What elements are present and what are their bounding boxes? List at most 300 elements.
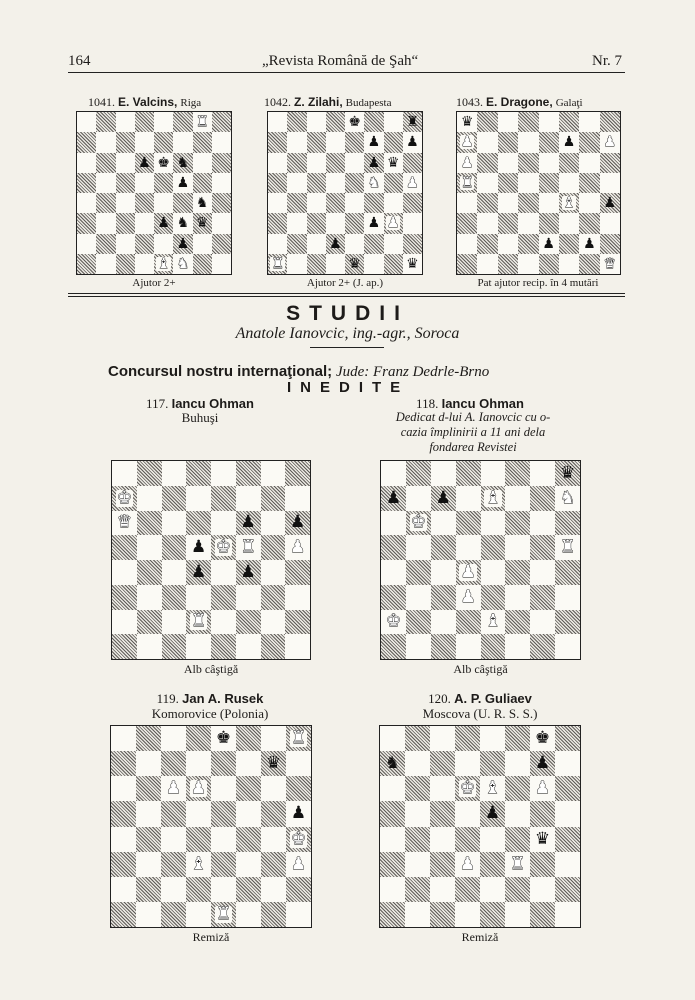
light-square	[539, 193, 559, 213]
chess-board-1041	[76, 111, 232, 275]
dark-square	[455, 776, 480, 801]
light-square	[236, 486, 261, 511]
dark-square	[579, 173, 599, 193]
light-square	[431, 610, 456, 635]
black-pawn-icon: ♟	[367, 134, 381, 151]
dark-square	[345, 254, 364, 274]
dark-square	[406, 610, 431, 635]
light-square	[136, 902, 161, 927]
dark-square	[286, 776, 311, 801]
dark-square	[137, 511, 162, 536]
white-king-icon: ♚	[116, 487, 132, 508]
dark-square	[600, 193, 620, 213]
dark-square	[480, 902, 505, 927]
light-square	[77, 153, 96, 173]
light-square	[135, 132, 154, 152]
light-square	[211, 726, 236, 751]
light-square	[505, 486, 530, 511]
dark-square	[116, 254, 135, 274]
problem-1041-caption	[88, 95, 201, 110]
study-118-result: Alb câştigă	[453, 662, 508, 676]
dark-square	[136, 877, 161, 902]
dark-square	[555, 461, 580, 486]
white-pawn-icon: ♟	[534, 778, 551, 799]
dark-square	[212, 193, 231, 213]
light-square	[161, 827, 186, 852]
dark-square	[186, 511, 211, 536]
light-square	[380, 827, 405, 852]
dark-square	[161, 801, 186, 826]
dark-square	[162, 535, 187, 560]
problem-1043-caption	[456, 95, 583, 110]
dark-square	[555, 776, 580, 801]
light-square	[326, 173, 345, 193]
dark-square	[111, 801, 136, 826]
dark-square	[555, 877, 580, 902]
light-square	[77, 193, 96, 213]
black-king-icon: ♚	[215, 728, 232, 749]
dark-square	[555, 610, 580, 635]
dark-square	[236, 560, 261, 585]
light-square	[384, 234, 403, 254]
contest-judge: Jude: Franz Dedrle-Brno	[335, 364, 490, 380]
study-number: 119.	[156, 691, 179, 706]
study-author: Iancu Ohman	[171, 396, 254, 411]
white-rook-icon: ♜	[271, 255, 284, 272]
dark-square	[162, 634, 187, 659]
dark-square	[186, 610, 211, 635]
dark-square	[211, 902, 236, 927]
light-square	[430, 726, 455, 751]
light-square	[381, 610, 406, 635]
white-king-icon: ♚	[385, 611, 402, 632]
dark-square	[498, 173, 518, 193]
dark-square	[77, 213, 96, 233]
black-queen-icon: ♛	[386, 154, 400, 171]
light-square	[211, 560, 236, 585]
light-square	[477, 132, 497, 152]
light-square	[579, 234, 599, 254]
light-square	[307, 234, 326, 254]
dark-square	[112, 585, 137, 610]
problem-author: E. Valcins,	[118, 95, 178, 109]
light-square	[261, 776, 286, 801]
dark-square	[530, 852, 555, 877]
dark-square	[456, 511, 481, 536]
light-square	[403, 173, 422, 193]
light-square	[112, 511, 137, 536]
light-square	[345, 193, 364, 213]
light-square	[481, 461, 506, 486]
light-square	[505, 801, 530, 826]
light-square	[380, 776, 405, 801]
light-square	[211, 511, 236, 536]
dark-square	[111, 852, 136, 877]
dark-square	[287, 112, 306, 132]
dark-square	[364, 234, 383, 254]
black-pawn-icon: ♟	[435, 487, 451, 508]
light-square	[193, 112, 212, 132]
white-bishop-icon: ♝	[485, 487, 501, 508]
dark-square	[405, 726, 430, 751]
dark-square	[457, 254, 477, 274]
dark-square	[186, 461, 211, 486]
dark-square	[403, 234, 422, 254]
light-square	[345, 153, 364, 173]
light-square	[173, 213, 192, 233]
white-pawn-icon: ♟	[460, 134, 474, 151]
dark-square	[173, 193, 192, 213]
light-square	[154, 112, 173, 132]
white-queen-icon: ♛	[603, 255, 617, 272]
black-pawn-icon: ♟	[329, 235, 342, 252]
black-pawn-icon: ♟	[367, 215, 381, 232]
dark-square	[600, 234, 620, 254]
black-pawn-icon: ♟	[157, 215, 170, 232]
dark-square	[498, 254, 518, 274]
dark-square	[261, 585, 286, 610]
light-square	[307, 153, 326, 173]
dark-square	[505, 776, 530, 801]
light-square	[345, 112, 364, 132]
white-rook-icon: ♜	[191, 611, 207, 632]
dark-square	[430, 852, 455, 877]
dark-square	[287, 153, 306, 173]
light-square	[211, 610, 236, 635]
dark-square	[261, 634, 286, 659]
black-pawn-icon: ♟	[385, 487, 402, 508]
light-square	[480, 726, 505, 751]
dark-square	[530, 801, 555, 826]
light-square	[600, 213, 620, 233]
light-square	[116, 153, 135, 173]
white-rook-icon: ♜	[195, 114, 209, 131]
light-square	[380, 877, 405, 902]
dark-square	[406, 511, 431, 536]
light-square	[211, 776, 236, 801]
light-square	[345, 234, 364, 254]
dark-square	[381, 535, 406, 560]
dark-square	[162, 486, 187, 511]
dark-square	[286, 877, 311, 902]
dark-square	[430, 902, 455, 927]
light-square	[307, 193, 326, 213]
black-pawn-icon: ♟	[240, 561, 256, 582]
light-square	[111, 877, 136, 902]
light-square	[364, 254, 383, 274]
light-square	[116, 193, 135, 213]
dark-square	[261, 902, 286, 927]
dark-square	[261, 751, 286, 776]
light-square	[135, 173, 154, 193]
dark-square	[137, 560, 162, 585]
light-square	[518, 132, 538, 152]
dark-square	[480, 751, 505, 776]
dark-square	[287, 193, 306, 213]
light-square	[268, 112, 287, 132]
dark-square	[431, 535, 456, 560]
light-square	[261, 827, 286, 852]
dark-square	[481, 634, 506, 659]
dark-square	[477, 153, 497, 173]
black-queen-icon: ♛	[195, 215, 209, 232]
white-pawn-icon: ♟	[165, 778, 182, 799]
light-square	[364, 173, 383, 193]
light-square	[381, 560, 406, 585]
white-pawn-icon: ♟	[406, 174, 419, 191]
light-square	[405, 852, 430, 877]
light-square	[326, 132, 345, 152]
black-queen-icon: ♛	[265, 753, 282, 774]
dark-square	[236, 511, 261, 536]
white-king-icon: ♚	[290, 828, 307, 849]
light-square	[186, 751, 211, 776]
light-square	[505, 634, 530, 659]
black-queen-icon: ♛	[406, 255, 419, 272]
light-square	[112, 461, 137, 486]
dark-square	[212, 112, 231, 132]
dark-square	[455, 877, 480, 902]
dark-square	[539, 213, 559, 233]
light-square	[555, 634, 580, 659]
dark-square	[154, 132, 173, 152]
light-square	[455, 801, 480, 826]
white-knight-icon: ♞	[367, 174, 381, 191]
black-pawn-icon: ♟	[542, 235, 555, 252]
study-number: 117.	[146, 396, 169, 411]
dark-square	[456, 610, 481, 635]
contest-label: Concursul nostru internaţional;	[108, 363, 333, 380]
dark-square	[403, 193, 422, 213]
light-square	[555, 585, 580, 610]
light-square	[384, 112, 403, 132]
dark-square	[268, 132, 287, 152]
light-square	[236, 751, 261, 776]
white-rook-icon: ♜	[215, 903, 232, 924]
light-square	[193, 234, 212, 254]
light-square	[268, 234, 287, 254]
light-square	[137, 634, 162, 659]
problem-1042-condition: Ajutor 2+ (J. ap.)	[306, 277, 384, 289]
light-square	[116, 112, 135, 132]
dark-square	[505, 461, 530, 486]
dark-square	[530, 634, 555, 659]
study-119-place: Komorovice (Polonia)	[151, 706, 269, 721]
light-square	[285, 585, 310, 610]
dark-square	[431, 634, 456, 659]
light-square	[456, 585, 481, 610]
dark-square	[111, 902, 136, 927]
study-120-caption	[380, 691, 580, 707]
problem-author: Z. Zilahi,	[294, 95, 343, 109]
light-square	[212, 132, 231, 152]
light-square	[286, 801, 311, 826]
study-120-result: Remiză	[461, 930, 499, 944]
light-square	[405, 801, 430, 826]
white-knight-icon: ♞	[176, 255, 190, 272]
black-queen-icon: ♛	[348, 255, 361, 272]
study-author: Iancu Ohman	[441, 396, 524, 411]
white-king-icon: ♚	[459, 778, 476, 799]
dark-square	[135, 193, 154, 213]
dark-square	[261, 801, 286, 826]
dark-square	[364, 153, 383, 173]
light-square	[430, 776, 455, 801]
light-square	[236, 801, 261, 826]
study-118-dedication: Dedicat d-lui A. Ianovcic cu o- cazia împlinirii a 11 ani dela fondarea Revistei	[395, 410, 551, 454]
light-square	[77, 234, 96, 254]
section-title: STUDII	[286, 302, 409, 325]
light-square	[364, 132, 383, 152]
dark-square	[477, 234, 497, 254]
dark-square	[211, 751, 236, 776]
dark-square	[430, 751, 455, 776]
white-pawn-icon: ♟	[460, 154, 474, 171]
light-square	[539, 112, 559, 132]
light-square	[162, 560, 187, 585]
light-square	[481, 560, 506, 585]
light-square	[539, 234, 559, 254]
dark-square	[381, 585, 406, 610]
chess-board-120	[379, 725, 581, 928]
dark-square	[186, 560, 211, 585]
black-pawn-icon: ♟	[176, 235, 190, 252]
light-square	[457, 193, 477, 213]
light-square	[530, 610, 555, 635]
white-pawn-icon: ♟	[190, 778, 207, 799]
dark-square	[579, 254, 599, 274]
problem-city: Galaţi	[555, 97, 583, 109]
white-knight-icon: ♞	[559, 487, 576, 508]
chess-board-118	[380, 460, 581, 660]
light-square	[403, 213, 422, 233]
dark-square	[236, 776, 261, 801]
light-square	[380, 726, 405, 751]
light-square	[430, 827, 455, 852]
light-square	[136, 801, 161, 826]
inedite-heading: INEDITE	[287, 379, 410, 396]
dark-square	[307, 173, 326, 193]
light-square	[162, 610, 187, 635]
dark-square	[285, 461, 310, 486]
white-pawn-icon: ♟	[290, 537, 306, 558]
light-square	[559, 132, 579, 152]
dark-square	[211, 801, 236, 826]
section-editor: Anatole Ianovcic, ing.-agr., Soroca	[235, 325, 460, 342]
dark-square	[116, 213, 135, 233]
white-rook-icon: ♜	[559, 537, 576, 558]
dark-square	[539, 254, 559, 274]
dark-square	[285, 511, 310, 536]
light-square	[405, 902, 430, 927]
dark-square	[406, 461, 431, 486]
light-square	[579, 193, 599, 213]
dark-square	[236, 610, 261, 635]
white-king-icon: ♚	[410, 512, 426, 533]
dark-square	[481, 585, 506, 610]
dark-square	[518, 112, 538, 132]
white-bishop-icon: ♝	[484, 778, 501, 799]
light-square	[212, 213, 231, 233]
light-square	[555, 486, 580, 511]
dark-square	[136, 827, 161, 852]
dark-square	[173, 112, 192, 132]
light-square	[77, 112, 96, 132]
dark-square	[286, 827, 311, 852]
white-bishop-icon: ♝	[157, 255, 170, 272]
dark-square	[261, 535, 286, 560]
light-square	[384, 193, 403, 213]
dark-square	[455, 827, 480, 852]
dark-square	[186, 726, 211, 751]
dark-square	[154, 254, 173, 274]
dark-square	[236, 461, 261, 486]
dark-square	[381, 634, 406, 659]
problem-1041-condition: Ajutor 2+	[132, 277, 176, 289]
light-square	[530, 726, 555, 751]
dark-square	[193, 254, 212, 274]
light-square	[498, 234, 518, 254]
dark-square	[559, 112, 579, 132]
light-square	[96, 213, 115, 233]
dark-square	[381, 486, 406, 511]
chess-board-1042	[267, 111, 423, 275]
dark-square	[211, 634, 236, 659]
dark-square	[481, 535, 506, 560]
dark-square	[136, 726, 161, 751]
light-square	[530, 560, 555, 585]
dark-square	[505, 726, 530, 751]
light-square	[477, 254, 497, 274]
light-square	[530, 776, 555, 801]
black-pawn-icon: ♟	[240, 512, 256, 533]
dark-square	[161, 852, 186, 877]
black-knight-icon: ♞	[176, 215, 190, 232]
dark-square	[193, 132, 212, 152]
light-square	[287, 173, 306, 193]
light-square	[455, 751, 480, 776]
light-square	[431, 560, 456, 585]
light-square	[186, 486, 211, 511]
dark-square	[345, 132, 364, 152]
light-square	[112, 610, 137, 635]
dark-square	[307, 213, 326, 233]
dark-square	[268, 213, 287, 233]
light-square	[457, 234, 477, 254]
white-bishop-icon: ♝	[562, 195, 576, 212]
chess-board-117	[111, 460, 311, 660]
light-square	[555, 751, 580, 776]
light-square	[364, 213, 383, 233]
light-square	[600, 254, 620, 274]
light-square	[96, 132, 115, 152]
dark-square	[345, 213, 364, 233]
light-square	[193, 193, 212, 213]
light-square	[162, 511, 187, 536]
dark-square	[161, 751, 186, 776]
dark-square	[384, 132, 403, 152]
light-square	[477, 213, 497, 233]
dark-square	[384, 254, 403, 274]
white-rook-icon: ♜	[509, 853, 526, 874]
dark-square	[457, 173, 477, 193]
light-square	[381, 461, 406, 486]
light-square	[456, 486, 481, 511]
white-pawn-icon: ♟	[603, 134, 617, 151]
dark-square	[505, 511, 530, 536]
problem-number: 1041.	[88, 95, 115, 109]
black-king-icon: ♚	[348, 114, 361, 131]
